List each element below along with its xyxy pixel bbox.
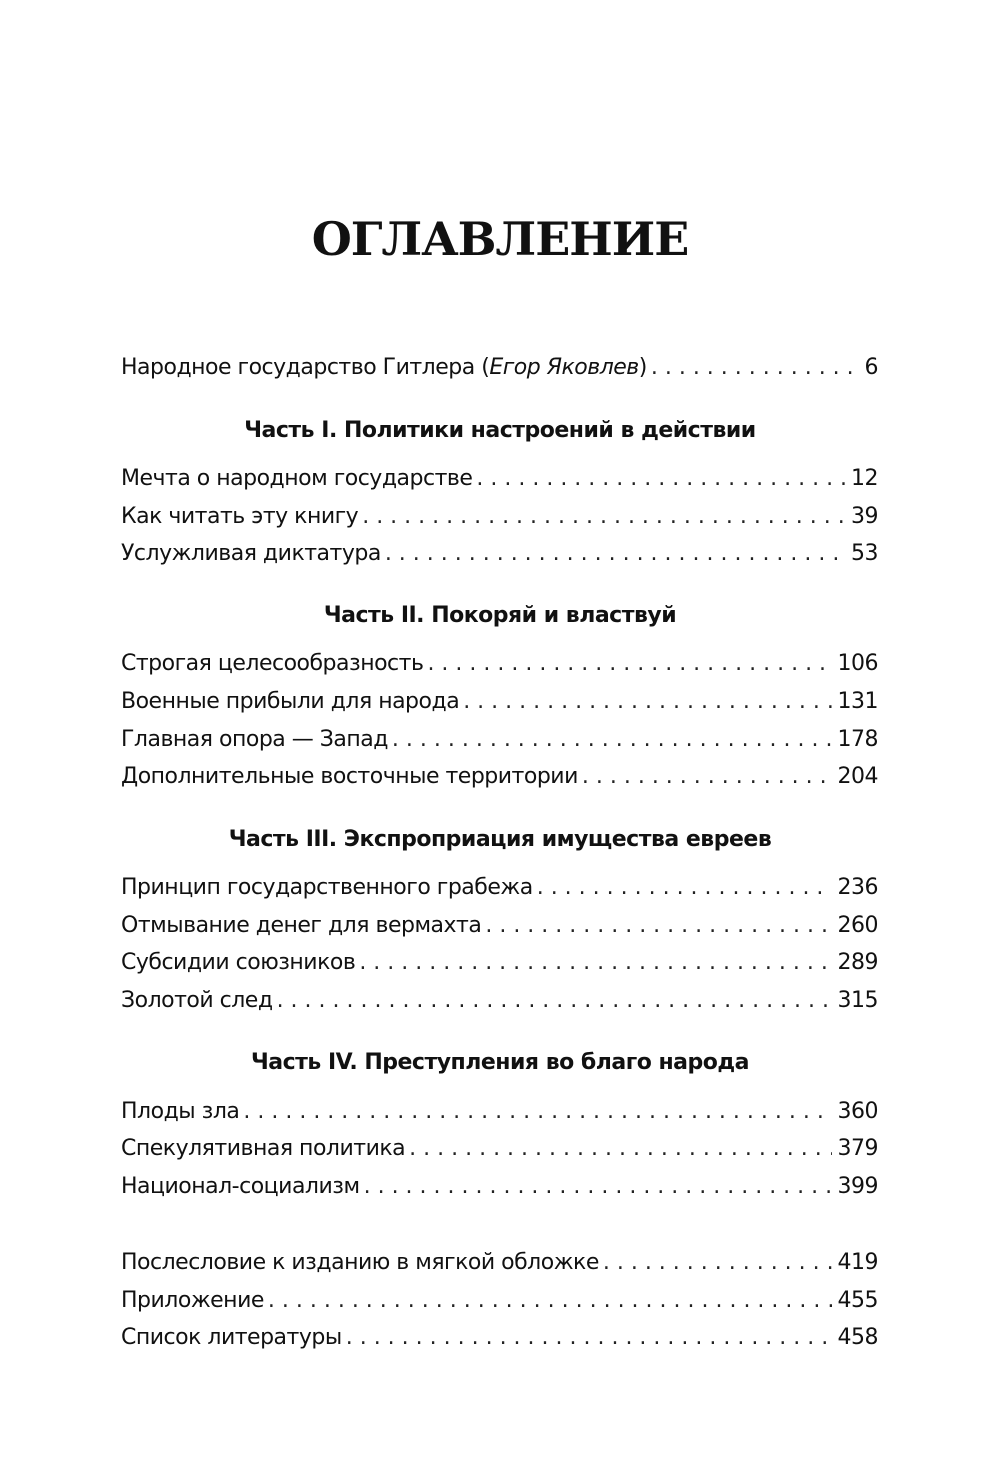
toc-entry-author: Егор Яковлев [489, 355, 639, 380]
part-heading-3: Часть III. Экспроприация имущества евреев [228, 827, 772, 852]
toc-entry-page: 131 [837, 689, 878, 714]
dot-leader [603, 1247, 832, 1279]
toc-entry-page: 458 [837, 1325, 878, 1350]
page-title: ОГЛАВЛЕНИЕ [311, 211, 689, 266]
toc-entry-page: 315 [837, 988, 878, 1013]
toc-entry-label: Спекулятивная политика [121, 1136, 406, 1161]
toc-entry-page: 419 [837, 1250, 878, 1275]
toc-entry-page: 260 [837, 913, 878, 938]
dot-leader [364, 1171, 832, 1203]
toc-entry-label: Военные прибыли для народа [121, 689, 460, 714]
toc-entry-page: 39 [851, 504, 878, 529]
toc-entry[interactable] [121, 463, 878, 495]
toc-entry-label: Субсидии союзников [121, 950, 356, 975]
toc-entry[interactable] [121, 985, 878, 1017]
toc-entry-label: Список литературы [121, 1325, 342, 1350]
toc-entry-page: 455 [837, 1288, 878, 1313]
toc-entry-page: 236 [837, 875, 878, 900]
toc-entry-label: Золотой след [121, 988, 273, 1013]
toc-entry[interactable] [121, 724, 878, 756]
dot-leader [427, 648, 831, 680]
dot-leader [651, 352, 859, 384]
dot-leader [392, 724, 832, 756]
dot-leader [359, 947, 831, 979]
toc-entry-label: Отмывание денег для вермахта [121, 913, 482, 938]
toc-entry-page: 360 [837, 1099, 878, 1124]
part-heading-1: Часть I. Политики настроений в действии [244, 418, 756, 443]
toc-entry-page: 53 [851, 541, 878, 566]
toc-entry[interactable] [121, 910, 878, 942]
toc-entry[interactable] [121, 648, 878, 680]
toc-entry-page: 399 [837, 1174, 878, 1199]
toc-entry-label: Как читать эту книгу [121, 504, 359, 529]
toc-entry-appendix[interactable] [121, 1285, 878, 1317]
toc-entry-afterword[interactable] [121, 1247, 878, 1279]
toc-entry-label: Дополнительные восточные территории [121, 764, 578, 789]
part-heading-2: Часть II. Покоряй и властвуй [323, 603, 677, 628]
toc-entry-label: Строгая целесообразность [121, 651, 424, 676]
dot-leader [346, 1322, 832, 1354]
toc-entry-label: Приложение [121, 1288, 264, 1313]
toc-entry-bibliography[interactable] [121, 1322, 878, 1354]
dot-leader [582, 761, 832, 793]
dot-leader [409, 1133, 831, 1165]
toc-entry-label: Услужливая диктатура [121, 541, 381, 566]
toc-entry-label: Народное государство Гитлера (Егор Яковлев) [121, 355, 647, 380]
dot-leader [243, 1096, 831, 1128]
toc-entry[interactable] [121, 761, 878, 793]
dot-leader [362, 501, 845, 533]
toc-entry-label: Послесловие к изданию в мягкой обложке [121, 1250, 599, 1275]
toc-entry-label: Мечта о народном государстве [121, 466, 473, 491]
toc-entry-page: 106 [837, 651, 878, 676]
toc-entry[interactable] [121, 1133, 878, 1165]
toc-entry-intro[interactable] [121, 352, 878, 384]
dot-leader [268, 1285, 832, 1317]
dot-leader [463, 686, 831, 718]
dot-leader [476, 463, 845, 495]
toc-entry-page: 178 [837, 727, 878, 752]
toc-entry-label: Плоды зла [121, 1099, 240, 1124]
dot-leader [277, 985, 832, 1017]
dot-leader [485, 910, 831, 942]
toc-entry-page: 12 [851, 466, 878, 491]
part-heading-4: Часть IV. Преступления во благо народа [250, 1050, 750, 1075]
toc-entry[interactable] [121, 538, 878, 570]
toc-entry[interactable] [121, 1171, 878, 1203]
toc-entry-page: 379 [837, 1136, 878, 1161]
dot-leader [537, 872, 832, 904]
toc-entry-page: 204 [837, 764, 878, 789]
toc-entry[interactable] [121, 947, 878, 979]
toc-entry-page: 6 [864, 355, 878, 380]
toc-entry-label: Главная опора — Запад [121, 727, 388, 752]
toc-entry[interactable] [121, 501, 878, 533]
dot-leader [385, 538, 845, 570]
toc-entry[interactable] [121, 1096, 878, 1128]
toc-entry[interactable] [121, 686, 878, 718]
toc-entry-label: Принцип государственного грабежа [121, 875, 533, 900]
toc-entry-page: 289 [837, 950, 878, 975]
toc-entry-label: Национал-социализм [121, 1174, 360, 1199]
toc-entry[interactable] [121, 872, 878, 904]
